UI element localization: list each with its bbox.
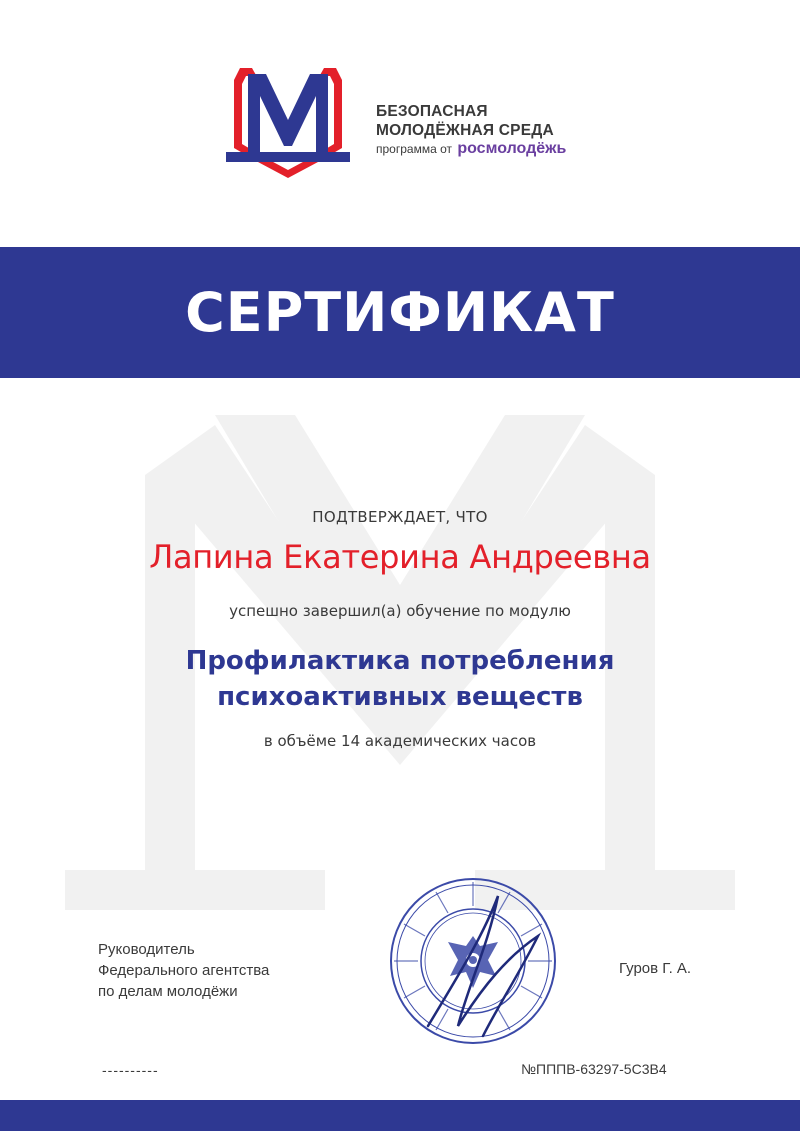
title-banner — [0, 247, 800, 378]
signer-name: Гуров Г. А. — [619, 960, 692, 977]
signature-dashes: ---------- — [102, 1062, 159, 1078]
logo-program-prefix: программа от — [376, 142, 452, 156]
module-title-line-1: Профилактика потребления — [185, 646, 615, 676]
certificate-number: №ПППВ-63297-5С3В4 — [521, 1061, 667, 1077]
confirms-text: ПОДТВЕРЖДАЕТ, ЧТО — [312, 508, 488, 526]
signer-position-line-3: по делам молодёжи — [98, 983, 238, 1000]
module-title-line-2: психоактивных веществ — [217, 682, 583, 712]
seal-icon — [388, 876, 558, 1046]
logo-line-2: МОЛОДЁЖНАЯ СРЕДА — [376, 122, 554, 139]
signer-position-line-1: Руководитель — [98, 941, 195, 958]
shield-m-icon — [226, 62, 350, 180]
completed-text: успешно завершил(а) обучение по модулю — [229, 602, 571, 620]
logo-program — [376, 140, 566, 158]
logo-program-brand: росмолодёжь — [457, 140, 567, 157]
recipient-name: Лапина Екатерина Андреевна — [149, 538, 651, 576]
signer-position — [98, 939, 269, 1002]
certificate-title: СЕРТИФИКАТ — [185, 281, 615, 344]
hours-text: в объёме 14 академических часов — [263, 732, 537, 750]
logo-emblem — [226, 62, 350, 180]
official-stamp — [388, 876, 558, 1046]
bottom-bar — [0, 1100, 800, 1131]
module-title — [0, 643, 800, 715]
signer-position-line-2: Федерального агентства — [98, 962, 270, 979]
logo-text — [376, 102, 566, 158]
logo-line-1: БЕЗОПАСНАЯ — [376, 103, 488, 120]
